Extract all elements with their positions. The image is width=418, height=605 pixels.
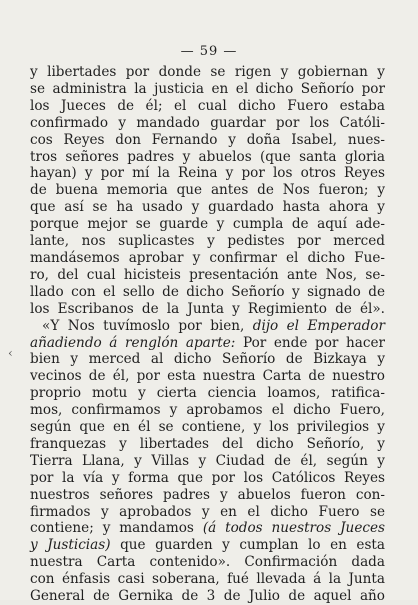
text-line: por la vía y forma que por los Católicos Reyes bbox=[30, 469, 385, 486]
text-line bbox=[30, 520, 385, 537]
text-line: con énfasis casi soberana, fué llevada á la Junta bbox=[30, 571, 385, 588]
text-line: confirmado y mandado guardar por los Católi- bbox=[30, 114, 385, 131]
text-line: ro, del cual hicisteis presentación ante Nos, se- bbox=[30, 266, 385, 283]
margin-mark: ‹ bbox=[8, 346, 13, 360]
text-line: cos Reyes don Fernando y doña Isabel, nues- bbox=[30, 131, 385, 148]
italic-text-run: y Justicias) bbox=[30, 537, 111, 554]
text-line: firmados y aprobados y en el dicho Fuero se bbox=[30, 503, 385, 520]
text-line: y libertades por donde se rigen y gobiernan y bbox=[30, 64, 385, 80]
text-line: los Escribanos de la Junta y Regimiento de él». bbox=[30, 300, 385, 317]
page-number: — 59 — bbox=[180, 44, 238, 59]
text-line bbox=[30, 318, 385, 335]
text-run: «Y Nos tuvímoslo por bien, bbox=[42, 317, 253, 334]
text-run: que guarden y cumplan lo en esta bbox=[110, 537, 386, 554]
text-line: nuestra Carta contenido». Confirmación dada bbox=[30, 554, 385, 571]
text-line: porque mejor se guarde y cumpla de aquí ade- bbox=[30, 216, 385, 233]
text-line: proprio motu y cierta ciencia loamos, ratifica- bbox=[30, 385, 385, 402]
text-line: bien y merced al dicho Señorío de Bizkaya y bbox=[30, 351, 385, 368]
text-line: se administra la justicia en el dicho Señorío por bbox=[30, 80, 385, 97]
italic-text-run: dijo el Emperador bbox=[252, 317, 385, 334]
text-line: de buena memoria que antes de Nos fueron; y bbox=[30, 182, 385, 199]
text-line: vecinos de él, por esta nuestra Carta de nuestro bbox=[30, 368, 385, 385]
text-line: tros señores padres y abuelos (que santa gloria bbox=[30, 148, 385, 165]
text-line: franquezas y libertades del dicho Señorío, y bbox=[30, 435, 385, 452]
text-line: que así se ha usado y guardado hasta ahora y bbox=[30, 199, 385, 216]
text-line: llado con el sello de dicho Señorío y signado de bbox=[30, 283, 385, 300]
body-text bbox=[30, 64, 385, 605]
text-line: según que en él se contiene, y los privilegios y bbox=[30, 419, 385, 436]
text-line bbox=[30, 537, 385, 554]
text-line: Tierra Llana, y Villas y Ciudad de él, según y bbox=[30, 452, 385, 469]
text-line: nuestros señores padres y abuelos fueron con- bbox=[30, 486, 385, 503]
text-run: contiene; y mandamos bbox=[30, 520, 203, 537]
text-line: los Jueces de él; el cual dicho Fuero estaba bbox=[30, 97, 385, 114]
text-run: Por ende por hacer bbox=[235, 334, 385, 351]
text-line: General de Gernika de 3 de Julio de aquel año bbox=[30, 588, 385, 605]
text-line: hayan) y por mí la Reina y por los otros Reyes bbox=[30, 165, 385, 182]
italic-text-run: añadiendo á renglón aparte: bbox=[30, 334, 236, 351]
text-line: lante, nos suplicastes y pedistes por merced bbox=[30, 233, 385, 250]
text-line: mos, confirmamos y aprobamos el dicho Fuero, bbox=[30, 402, 385, 419]
text-line: mandásemos aprobar y confirmar el dicho Fue- bbox=[30, 249, 385, 266]
text-line bbox=[30, 335, 385, 352]
italic-text-run: (á todos nuestros Jueces bbox=[202, 520, 385, 537]
